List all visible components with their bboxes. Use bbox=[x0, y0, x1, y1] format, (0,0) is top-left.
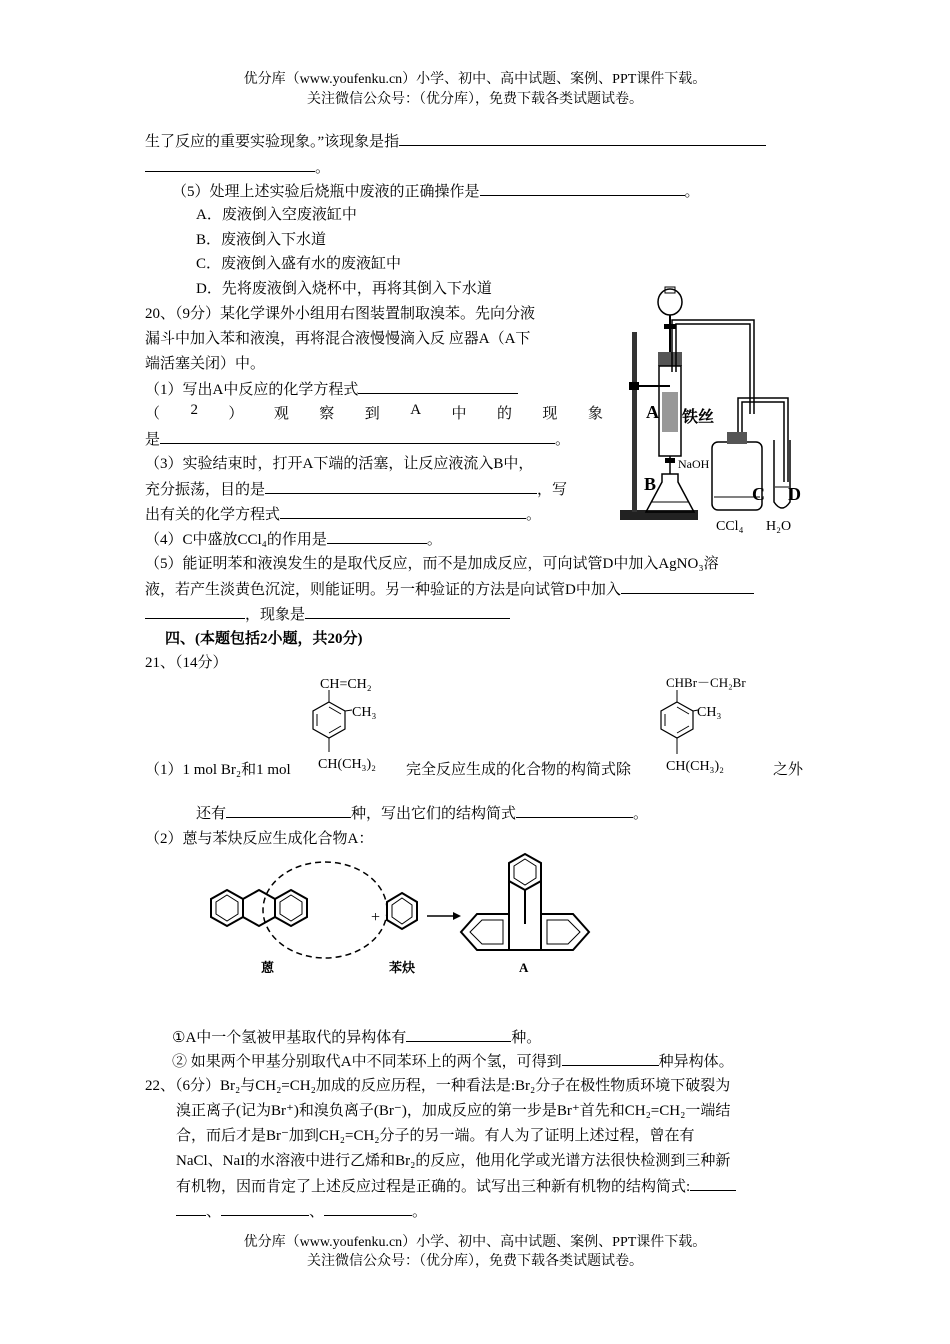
struct1-side: CH₃ bbox=[352, 705, 377, 720]
q20-p1: （1）写出A中反应的化学方程式 bbox=[145, 377, 518, 399]
q20-p3-c: 出有关的化学方程式 。 bbox=[145, 502, 541, 524]
q20-intro-2: 漏斗中加入苯和液溴，再将混合液慢慢滴入反 应器A（A下 bbox=[145, 331, 531, 347]
header-line-1: 优分库（www.youfenku.cn）小学、初中、高中试题、案例、PPT课件下载。 bbox=[243, 72, 707, 87]
structure-2-figure bbox=[650, 672, 780, 780]
q22-line-1: 22、（6分）Br₂与CH₂=CH₂加成的反应历程，一种看法是:Br₂分子在极性物质环境下破裂为 bbox=[145, 1078, 731, 1094]
answer-blank[interactable] bbox=[562, 1049, 659, 1066]
q20-p2-tail: 是 。 bbox=[145, 427, 570, 449]
answer-blank[interactable] bbox=[324, 1199, 412, 1216]
label-naoh: NaOH bbox=[678, 457, 710, 471]
q20-p2-spread: （ 2 ） 观 察 到 A 中 的 现 象 bbox=[145, 402, 603, 422]
answer-blank[interactable] bbox=[358, 377, 518, 394]
q21-p1-d: 还有 种，写出它们的结构简式 。 bbox=[196, 801, 648, 823]
answer-blank[interactable] bbox=[516, 801, 633, 818]
section-4-title: 四、(本题包括2小题，共20分) bbox=[165, 631, 363, 647]
label-d: D bbox=[788, 484, 801, 504]
q21-s1: ①A中一个氢被甲基取代的异构体有 种。 bbox=[172, 1025, 541, 1047]
q22-line-3: 合，而后才是Br⁻加到CH₂=CH₂分子的另一端。有人为了证明上述过程，曾在有 bbox=[176, 1128, 695, 1144]
q19-option-b: B．废液倒入下水道 bbox=[196, 232, 327, 248]
struct2-side: CH₃ bbox=[697, 705, 722, 720]
label-h2o: H₂O bbox=[766, 519, 792, 534]
q20-intro-1: 20、（9分）某化学课外小组用右图装置制取溴苯。先向分液 bbox=[145, 306, 536, 322]
anthracene-benzyne-reaction-figure bbox=[205, 848, 595, 980]
answer-blank[interactable] bbox=[145, 602, 245, 619]
answer-blank[interactable] bbox=[145, 155, 315, 172]
q20-p3-b: 充分振荡，目的是 ，写 bbox=[145, 477, 567, 499]
answer-blank[interactable] bbox=[305, 602, 510, 619]
q21-p1-a: （1）1 mol Br₂和1 mol bbox=[145, 762, 291, 778]
q19-option-d: D．先将废液倒入烧杯中，再将其倒入下水道 bbox=[196, 281, 492, 297]
label-anthracene: 蒽 bbox=[261, 960, 275, 975]
struct1-top: CH=CH₂ bbox=[320, 677, 372, 692]
footer-line-2: 关注微信公众号：（优分库），免费下载各类试题试卷。 bbox=[307, 1254, 643, 1269]
structure-1-figure bbox=[300, 672, 410, 780]
q21-p1-b: 完全反应生成的化合物的构简式除 bbox=[406, 762, 632, 778]
answer-blank[interactable] bbox=[621, 577, 754, 594]
bromobenzene-apparatus-figure bbox=[612, 282, 812, 540]
label-benzyne: 苯炔 bbox=[389, 960, 416, 975]
q19-option-c: C．废液倒入盛有水的废液缸中 bbox=[196, 256, 402, 272]
label-c: C bbox=[752, 484, 765, 504]
struct1-bottom: CH(CH₃)₂ bbox=[318, 757, 376, 772]
label-product-a: A bbox=[519, 960, 529, 975]
answer-blank[interactable] bbox=[399, 129, 766, 146]
q22-line-2: 溴正离子(记为Br⁺)和溴负离子(Br⁻)，加成反应的第一步是Br⁺首先和CH₂=CH₂一端结 bbox=[176, 1103, 731, 1119]
answer-blank[interactable] bbox=[226, 801, 351, 818]
q20-p3-a: （3）实验结束时，打开A下端的活塞，让反应液流入B中， bbox=[145, 456, 534, 472]
answer-blank[interactable] bbox=[327, 527, 427, 544]
answer-blank[interactable] bbox=[406, 1025, 511, 1042]
plus-sign: + bbox=[371, 909, 381, 926]
q19-option-a: A．废液倒入空废液缸中 bbox=[196, 207, 357, 223]
q19-p5: （5）处理上述实验后烧瓶中废液的正确操作是 。 bbox=[172, 179, 700, 201]
q20-p5-b: 液，若产生淡黄色沉淀，则能证明。另一种验证的方法是向试管D中加入 bbox=[145, 577, 754, 599]
answer-blank[interactable] bbox=[160, 427, 555, 444]
answer-blank[interactable] bbox=[480, 179, 685, 196]
q21-s2: ② 如果两个甲基分别取代A中不同苯环上的两个氢，可得到 种异构体。 bbox=[172, 1049, 734, 1071]
answer-blank[interactable] bbox=[280, 502, 526, 519]
q20-intro-3: 端活塞关闭）中。 bbox=[145, 356, 266, 372]
q20-p5-c: ，现象是 bbox=[145, 602, 510, 624]
q20-p4: （4）C中盛放CCl₄的作用是 。 bbox=[145, 527, 442, 549]
q21-p2: （2）蒽与苯炔反应生成化合物A： bbox=[145, 831, 374, 847]
answer-blank[interactable] bbox=[265, 477, 537, 494]
q22-line-6: 、 、 。 bbox=[176, 1199, 427, 1221]
struct2-top: CHBr－CH₂Br bbox=[666, 675, 746, 690]
label-b: B bbox=[644, 474, 657, 494]
answer-blank[interactable] bbox=[690, 1174, 736, 1191]
label-a: A bbox=[646, 402, 659, 422]
answer-blank[interactable] bbox=[221, 1199, 309, 1216]
label-ccl4: CCl₄ bbox=[716, 519, 744, 534]
q21-head: 21、（14分） bbox=[145, 655, 228, 671]
struct2-bottom: CH(CH₃)₂ bbox=[666, 759, 724, 774]
footer-line-1: 优分库（www.youfenku.cn）小学、初中、高中试题、案例、PPT课件下载。 bbox=[243, 1235, 707, 1250]
header-line-2: 关注微信公众号：（优分库），免费下载各类试题试卷。 bbox=[307, 92, 643, 107]
q22-line-5: 有机物，因而肯定了上述反应过程是正确的。试写出三种新有机物的结构简式: bbox=[176, 1174, 736, 1196]
q19-line-a2: 。 bbox=[145, 155, 330, 177]
q20-p5-a: （5）能证明苯和液溴发生的是取代反应，而不是加成反应，可向试管D中加入AgNO₃溶 bbox=[145, 556, 719, 572]
q22-line-4: NaCl、NaI的水溶液中进行乙烯和Br₂的反应，他用化学或光谱方法很快检测到三种新 bbox=[176, 1153, 731, 1169]
label-iron-wire: 铁丝 bbox=[682, 409, 715, 426]
answer-blank[interactable] bbox=[176, 1199, 206, 1216]
q21-p1-c: 之外 bbox=[773, 762, 804, 778]
q19-line-a: 生了反应的重要实验现象。”该现象是指 bbox=[145, 129, 766, 151]
